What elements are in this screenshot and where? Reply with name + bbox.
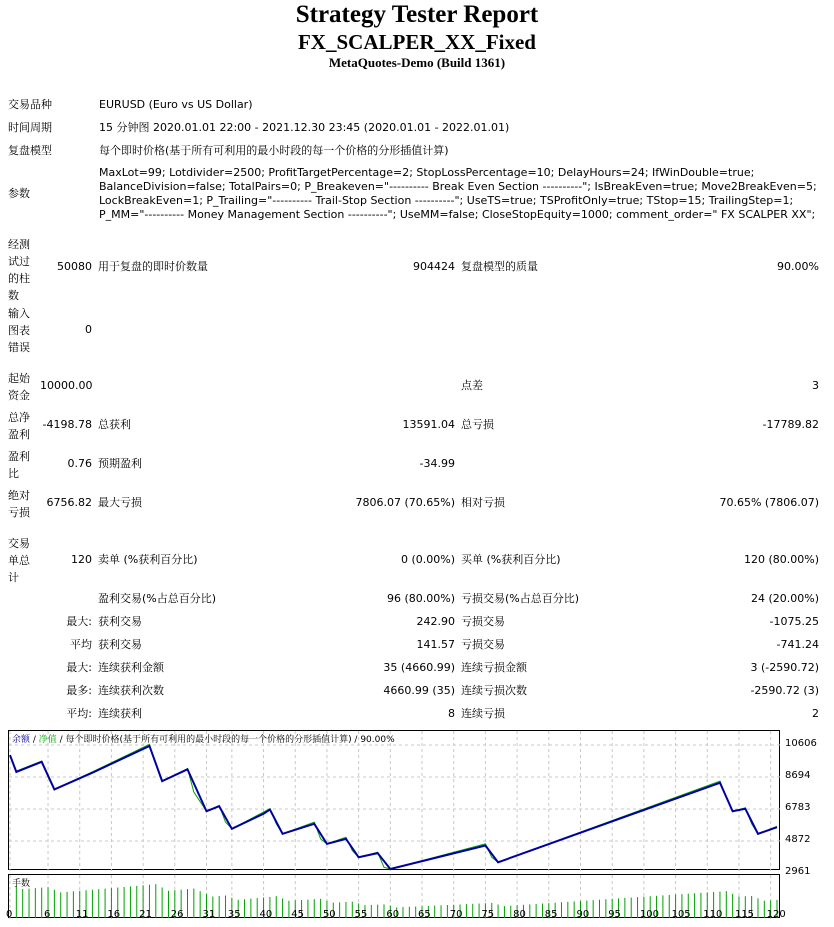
bars-label: 经测试过的柱数 <box>8 238 30 302</box>
row-prefix: 最大: <box>66 661 92 674</box>
x-tick-label: 35 <box>227 909 241 920</box>
row-prefix: 平均: <box>66 707 92 720</box>
x-tick-label: 95 <box>608 909 621 920</box>
row-prefix: 平均 <box>70 638 92 651</box>
y-tick-label: 4872 <box>785 834 811 845</box>
gross-profit-label: 总获利 <box>98 418 131 431</box>
symbol-value: EURUSD (Euro vs US Dollar) <box>99 98 253 111</box>
deposit-label: 起始资金 <box>8 372 30 402</box>
row-right-label: 亏损交易 <box>461 615 505 628</box>
row-right-label: 连续亏损金额 <box>461 661 527 674</box>
period-label: 时间周期 <box>8 121 52 134</box>
total-trades-label: 交易单总计 <box>8 537 30 584</box>
errors-value: 0 <box>85 323 92 336</box>
quality-value: 90.00% <box>777 260 819 273</box>
profit-factor-label: 盈利比 <box>8 450 30 480</box>
spread-label: 点差 <box>461 379 483 392</box>
x-tick-label: 55 <box>354 909 368 920</box>
errors-label: 输入图表错误 <box>8 307 30 354</box>
row-left-label: 获利交易 <box>98 638 142 651</box>
profit-trades-value: 96 (80.00%) <box>386 592 455 605</box>
row-left-value: 4660.99 (35) <box>383 684 455 697</box>
profit-trades-label: 盈利交易(%占总百分比) <box>98 592 217 605</box>
report-title: Strategy Tester Report <box>295 1 539 28</box>
x-tick-label: 85 <box>544 909 558 920</box>
row-prefix: 最大: <box>66 615 92 628</box>
legend-separator: / <box>30 735 39 745</box>
y-tick-label: 6783 <box>785 802 811 813</box>
x-tick-label: 80 <box>513 909 526 920</box>
params-line: MaxLot=99; Lotdivider=2500; ProfitTargetPercentage=2; StopLossPercentage=10; DelayHours=24; IfWinDouble=true; <box>99 166 755 179</box>
ticks-value: 904424 <box>413 260 455 273</box>
params-label: 参数 <box>8 187 30 200</box>
balance-equity-chart <box>8 730 780 870</box>
row-right-value: -1075.25 <box>769 615 819 628</box>
bars-value: 50080 <box>57 260 92 273</box>
loss-trades-label: 亏损交易(%占总百分比) <box>461 592 580 605</box>
x-tick-label: 120 <box>766 909 786 920</box>
x-tick-label: 65 <box>418 909 431 920</box>
long-trades-value: 120 (80.00%) <box>743 553 819 566</box>
deposit-value: 10000.00 <box>40 379 93 392</box>
x-tick-label: 31 <box>202 909 216 920</box>
expert-name: FX_SCALPER_XX_Fixed <box>297 30 536 54</box>
x-tick-label: 21 <box>139 909 152 920</box>
x-tick-label: 6 <box>44 909 51 920</box>
row-right-label: 连续亏损 <box>461 707 505 720</box>
row-left-value: 242.90 <box>416 615 455 628</box>
y-tick-label: 2961 <box>785 866 811 877</box>
x-tick-label: 110 <box>703 909 723 920</box>
x-tick-label: 40 <box>259 909 273 920</box>
row-right-label: 连续亏损次数 <box>461 684 527 697</box>
balance-equity-plot <box>9 731 781 871</box>
profit-factor-value: 0.76 <box>67 457 92 470</box>
loss-trades-value: 24 (20.00%) <box>750 592 819 605</box>
row-right-value: 2 <box>812 707 819 720</box>
chart-legend <box>12 733 395 747</box>
x-tick-label: 75 <box>481 909 495 920</box>
row-right-value: -741.24 <box>776 638 819 651</box>
legend-equity: 净值 <box>38 735 57 745</box>
row-right-value: -2590.72 (3) <box>750 684 819 697</box>
x-tick-label: 26 <box>170 909 184 920</box>
x-tick-label: 60 <box>386 909 400 920</box>
rel-drawdown-value: 70.65% (7806.07) <box>719 496 819 509</box>
row-prefix: 最多: <box>66 684 92 697</box>
model-value: 每个即时价格(基于所有可利用的最小时段的每一个价格的分形插值计算) <box>99 144 449 157</box>
x-tick-label: 0 <box>6 909 13 920</box>
abs-drawdown-label: 绝对亏损 <box>8 489 30 519</box>
x-tick-label: 50 <box>322 909 336 920</box>
row-left-label: 连续获利金额 <box>98 661 164 674</box>
params-line: BalanceDivision=false; TotalPairs=0; P_Breakeven="---------- Break Even Section ----------"; IsBreakEven=true; Move2BreakEven=5; <box>99 180 817 193</box>
row-left-label: 获利交易 <box>98 615 142 628</box>
short-trades-value: 0 (0.00%) <box>400 553 455 566</box>
spread-value: 3 <box>812 379 819 392</box>
max-drawdown-value: 7806.07 (70.65%) <box>355 496 455 509</box>
short-trades-label: 卖单 (%获利百分比) <box>98 553 198 566</box>
quality-label: 复盘模型的质量 <box>461 260 538 273</box>
abs-drawdown-value: 6756.82 <box>46 496 92 509</box>
row-left-label: 连续获利 <box>98 707 142 720</box>
ticks-label: 用于复盘的即时价数量 <box>98 260 208 273</box>
expected-payoff-label: 预期盈利 <box>98 457 142 470</box>
net-profit-value: -4198.78 <box>42 418 92 431</box>
params-line: LockBreakEven=1; P_Trailing="---------- Trail-Stop Section ----------"; UseTS=true; TSProfitOnly=true; TStop=15; TrailingStep=1; <box>99 194 794 207</box>
period-value: 15 分钟图 2020.01.01 22:00 - 2021.12.30 23:45 (2020.01.01 - 2022.01.01) <box>99 121 510 134</box>
gross-loss-label: 总亏损 <box>461 418 494 431</box>
x-tick-label: 16 <box>107 909 121 920</box>
long-trades-label: 买单 (%获利百分比) <box>461 553 561 566</box>
row-left-value: 35 (4660.99) <box>383 661 455 674</box>
x-tick-label: 70 <box>449 909 463 920</box>
max-drawdown-label: 最大亏损 <box>98 496 142 509</box>
symbol-label: 交易品种 <box>8 98 52 111</box>
rel-drawdown-label: 相对亏损 <box>461 496 505 509</box>
x-tick-label: 11 <box>75 909 89 920</box>
x-tick-label: 100 <box>639 909 659 920</box>
volume-label: 手数 <box>12 879 31 889</box>
y-tick-label: 8694 <box>785 770 811 781</box>
legend-balance: 余额 <box>12 735 31 745</box>
row-left-value: 141.57 <box>416 638 455 651</box>
params-line: P_MM="---------- Money Management Section ----------"; UseMM=false; CloseStopEquity=1000; comment_order=" FX SCALPER XX"; <box>99 208 816 221</box>
model-label: 复盘模型 <box>8 144 52 157</box>
x-tick-label: 90 <box>576 909 590 920</box>
x-tick-label: 105 <box>671 909 691 920</box>
row-right-label: 亏损交易 <box>461 638 505 651</box>
net-profit-label: 总净盈利 <box>8 411 30 441</box>
row-left-label: 连续获利次数 <box>98 684 164 697</box>
row-right-value: 3 (-2590.72) <box>750 661 819 674</box>
server-build: MetaQuotes-Demo (Build 1361) <box>328 55 506 70</box>
gross-loss-value: -17789.82 <box>762 418 819 431</box>
x-tick-label: 45 <box>291 909 304 920</box>
y-tick-label: 10606 <box>785 738 817 749</box>
gross-profit-value: 13591.04 <box>402 418 455 431</box>
legend-description: / 每个即时价格(基于所有可利用的最小时段的每一个价格的分形插值计算) / 90.00% <box>56 735 395 745</box>
row-left-value: 8 <box>448 707 455 720</box>
expected-payoff-value: -34.99 <box>419 457 455 470</box>
x-tick-label: 115 <box>734 909 755 920</box>
total-trades-value: 120 <box>71 553 92 566</box>
